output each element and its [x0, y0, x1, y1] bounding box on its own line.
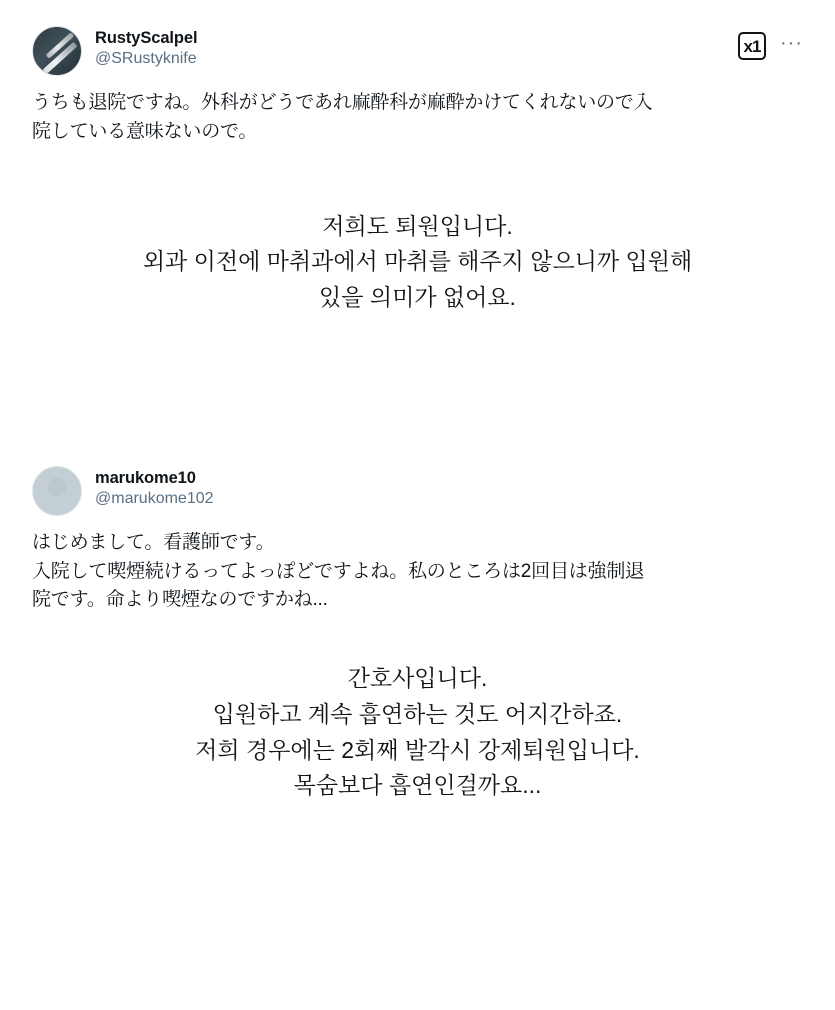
post-text-line: 入院して喫煙続けるってよっぽどですよね。私のところは2回目は強制退 — [32, 560, 644, 582]
translation-line: 있을 의미가 없어요. — [319, 284, 516, 311]
post-text-line: 院している意味ないので。 — [32, 120, 258, 142]
post-text-line: 院です。命より喫煙なのですかね... — [32, 589, 328, 611]
post-header-1 — [32, 26, 803, 76]
translation-line: 간호사입니다. — [347, 665, 488, 692]
post-card-1 — [0, 0, 835, 147]
more-options-icon[interactable]: ··· — [780, 32, 803, 54]
post-text-2 — [32, 529, 803, 616]
translation-line: 외과 이전에 마취과에서 마취를 해주지 않으니까 입원해 — [142, 248, 693, 275]
avatar[interactable] — [32, 466, 82, 516]
avatar[interactable] — [32, 26, 82, 76]
display-name[interactable]: marukome10 — [95, 468, 196, 487]
translation-line: 저희도 퇴원입니다. — [322, 212, 513, 239]
x-logo-icon[interactable]: x1 — [738, 32, 766, 60]
post-text-line: はじめまして。看護師です。 — [32, 531, 275, 553]
translation-line: 저희 경우에는 2회째 발각시 강제퇴원입니다. — [195, 736, 640, 763]
post-actions-1 — [738, 32, 803, 60]
post-header-2 — [32, 466, 803, 516]
display-name[interactable]: RustyScalpel — [95, 29, 198, 47]
post-card-2 — [0, 466, 835, 616]
post-text-line: うちも退院ですね。外科がどうであれ麻酔科が麻酔かけてくれないので入 — [32, 92, 653, 113]
post-text-1 — [32, 89, 803, 147]
user-handle[interactable]: @SRustyknife — [95, 50, 197, 68]
translation-1 — [0, 209, 835, 316]
post-identity-2 — [95, 466, 214, 509]
translation-line: 입원하고 계속 흡연하는 것도 어지간하죠. — [212, 700, 623, 727]
translation-2 — [0, 661, 835, 804]
translation-line: 목숨보다 흡연인걸까요... — [293, 772, 542, 799]
post-identity-1 — [95, 26, 197, 69]
user-handle[interactable]: @marukome102 — [95, 489, 214, 507]
